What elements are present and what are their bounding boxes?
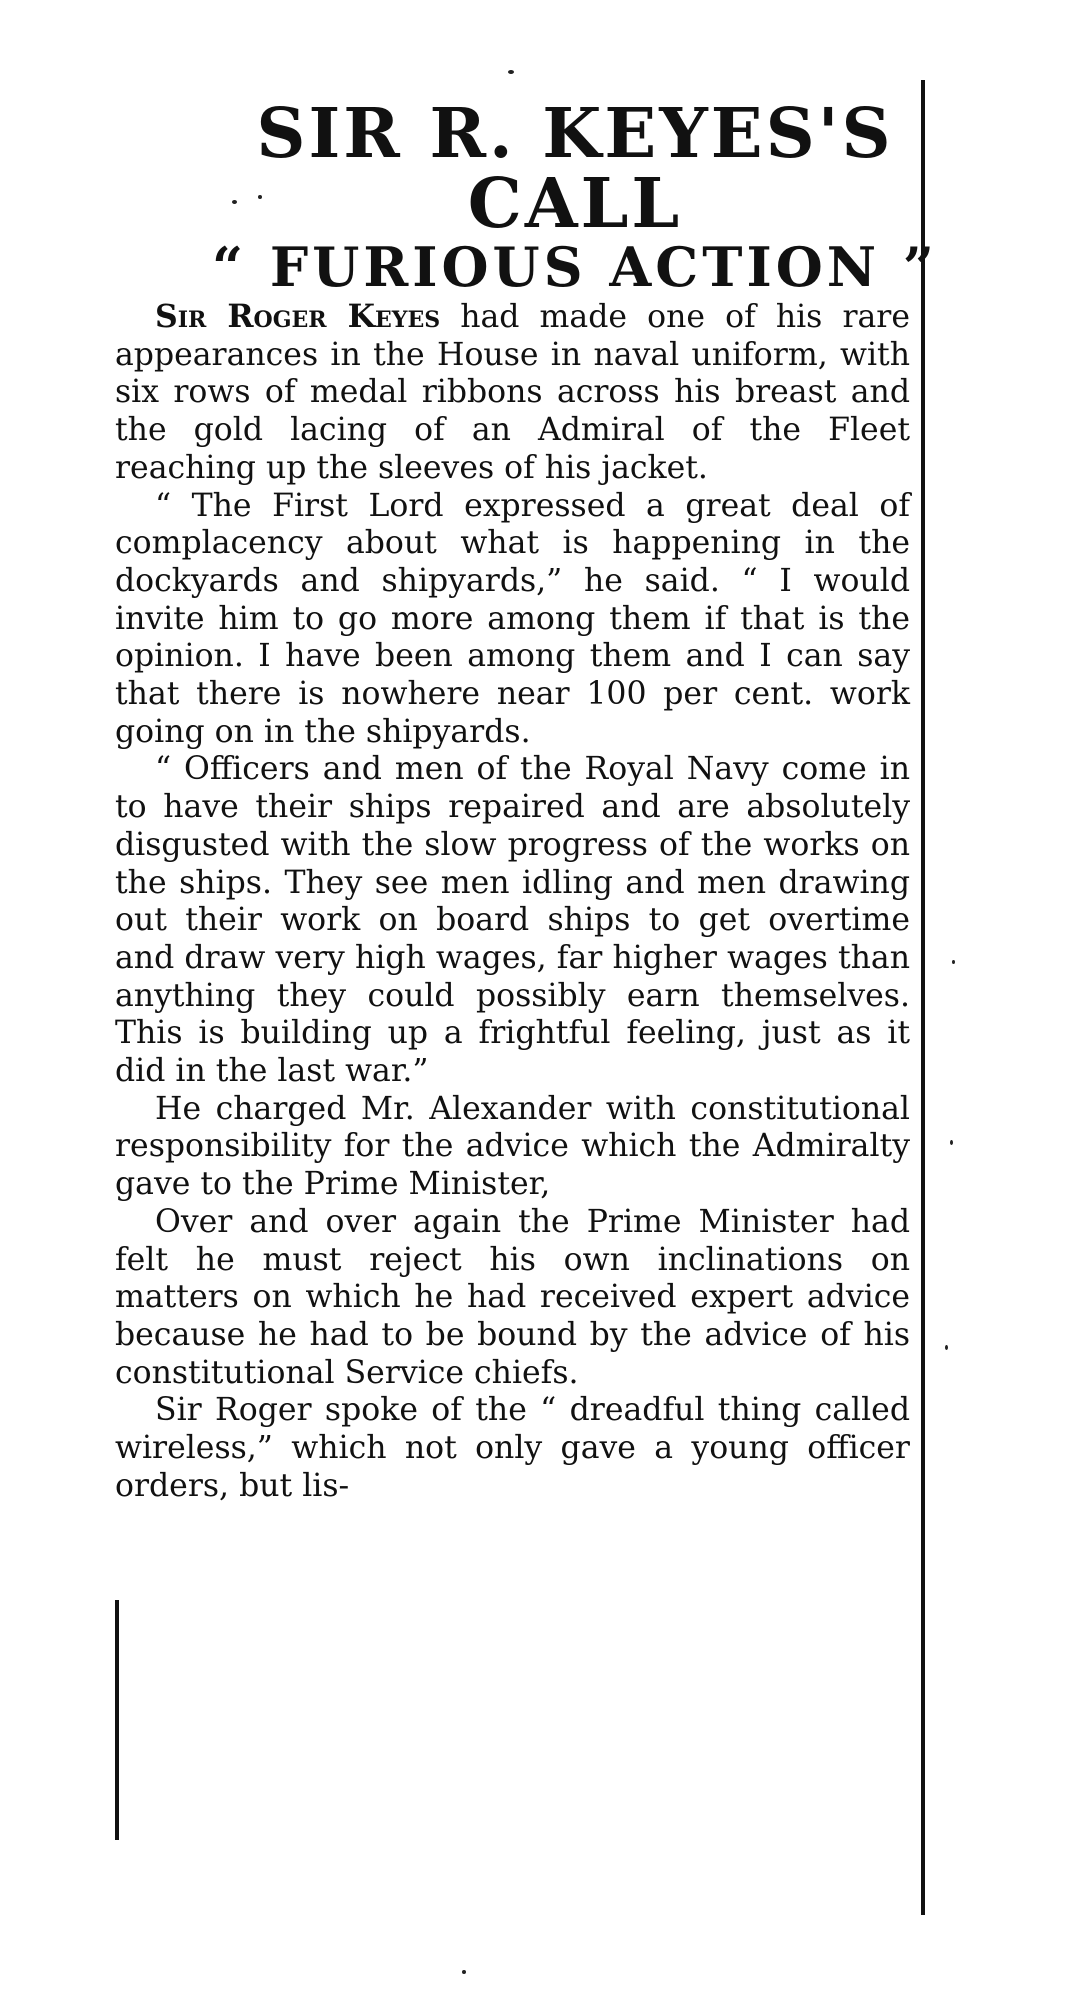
paragraph-5: Over and over again the Prime Minister had felt he must reject his own inclinations on matters on which he had received expert advice because he had to be bound by the advice of his constitutional Service chiefs. [115,1203,910,1391]
print-speck [462,1970,466,1974]
paragraph-2: “ The First Lord expressed a great deal of complacency about what is happening in the dockyards and shipyards,” he said. “ I would invite him to go more among them if that is the opinion. I have been among them and I can say that there is nowhere near 100 per cent. work going on in the shipyards. [115,487,910,750]
subheadline: “ FURIOUS ACTION ” [212,235,938,299]
paragraph-4: He charged Mr. Alexander with constitutional responsibility for the advice which the Admiralty gave to the Prime Minister, [115,1090,910,1203]
article-body [115,298,910,1506]
print-speck [950,1140,953,1145]
paragraph-1 [115,298,910,488]
speaker-name: Sir Roger Keyes [155,298,441,335]
print-speck [945,1345,948,1350]
print-speck [952,960,955,964]
print-speck [508,70,514,74]
print-speck [232,200,237,204]
paragraph-6: Sir Roger spoke of the “ dreadful thing called wireless,” which not only gave a young officer orders, but lis- [115,1392,910,1504]
print-speck [258,195,262,199]
newspaper-clipping [115,60,938,1915]
paragraph-3: “ Officers and men of the Royal Navy come in to have their ships repaired and are absolutely disgusted with the slow progress of the works on the ships. They see men idling and men drawing out their work on board ships to get overtime and draw very high wages, far higher wages than anything they could possibly earn themselves. This is building up a frightful feeling, just as it did in the last war.” [115,751,910,1090]
headline-line-2: CALL [467,164,683,244]
headline-line-1: SIR R. KEYES'S [256,94,894,174]
paragraph-1-text: had made one of his rare appearances in the House in naval uniform, with six rows of medal ribbons across his breast and the gold lacing of an Admiral of the Fleet reaching up the sleeves of his jacket. [115,299,910,486]
